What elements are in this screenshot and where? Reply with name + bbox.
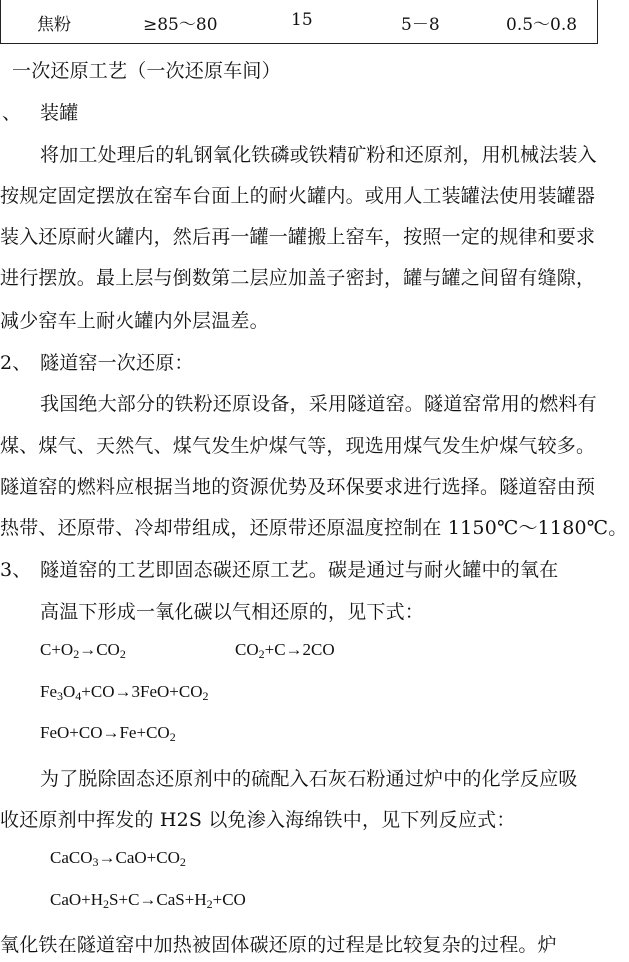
section-heading: 一次还原工艺（一次还原车间） — [12, 60, 281, 82]
equation: $C+O_2\to CO_2$ — [40, 640, 126, 661]
paragraph-line: 高温下形成一氧化碳以气相还原的，见下式： — [40, 601, 425, 623]
paragraph-line: 隧道窑的燃料应根据当地的资源优势及环保要求进行选择。隧道窑由预 — [0, 476, 596, 498]
equation: $CaO+H_2S+C\to CaS+H_2+CO$ — [50, 890, 246, 911]
paragraph-line: 装入还原耐火罐内，然后再一罐一罐搬上窑车，按照一定的规律和要求 — [0, 226, 596, 248]
paragraph-line: 将加工处理后的轧钢氧化铁磷或铁精矿粉和还原剂，用机械法装入 — [40, 144, 597, 166]
table-cell: ≥85～80 — [143, 15, 218, 35]
table-cell: 焦粉 — [37, 15, 71, 35]
section-number: 、 — [2, 102, 22, 124]
paragraph-line: 隧道窑的工艺即固态碳还原工艺。碳是通过与耐火罐中的氧在 — [40, 559, 559, 581]
paragraph-line: 为了脱除固态还原剂中的硫配入石灰石粉通过炉中的化学反应吸 — [40, 768, 578, 790]
paragraph-line: 煤、煤气、天然气、煤气发生炉煤气等，现选用煤气发生炉煤气较多。 — [0, 435, 596, 457]
section-title: 隧道窑一次还原： — [40, 352, 194, 374]
table-cell: 15 — [291, 10, 313, 30]
paragraph-line: 进行摆放。最上层与倒数第二层应加盖子密封，罐与罐之间留有缝隙， — [0, 267, 596, 289]
paragraph-line: 我国绝大部分的铁粉还原设备，采用隧道窑。隧道窑常用的燃料有 — [40, 393, 597, 415]
section-number: 3、 — [0, 559, 32, 581]
paragraph-line: 收还原剂中挥发的 H2S 以免渗入海绵铁中，见下列反应式： — [0, 809, 516, 831]
equation: $Fe_3O_4+CO\to 3FeO+CO_2$ — [40, 682, 209, 703]
paragraph-line: 按规定固定摆放在窑车台面上的耐火罐内。或用人工装罐法使用装罐器 — [0, 185, 596, 207]
table-cell: 5－8 — [401, 15, 440, 35]
section-number: 2、 — [0, 352, 32, 374]
table-cell: 0.5～0.8 — [506, 15, 578, 35]
paragraph-line: 减少窑车上耐火罐内外层温差。 — [0, 310, 269, 332]
paragraph-line: 热带、还原带、冷却带组成，还原带还原温度控制在 1150℃～1180℃。 — [0, 517, 628, 539]
table-row — [0, 0, 598, 44]
equation: $FeO+CO\to Fe+CO_2$ — [40, 723, 176, 744]
equation: $CaCO_3\to CaO+CO_2$ — [50, 848, 186, 869]
section-title: 装罐 — [40, 102, 79, 124]
equation: $CO_2+C\to 2CO$ — [235, 640, 335, 661]
paragraph-line: 氧化铁在隧道窑中加热被固体碳还原的过程是比较复杂的过程。炉 — [0, 934, 557, 956]
